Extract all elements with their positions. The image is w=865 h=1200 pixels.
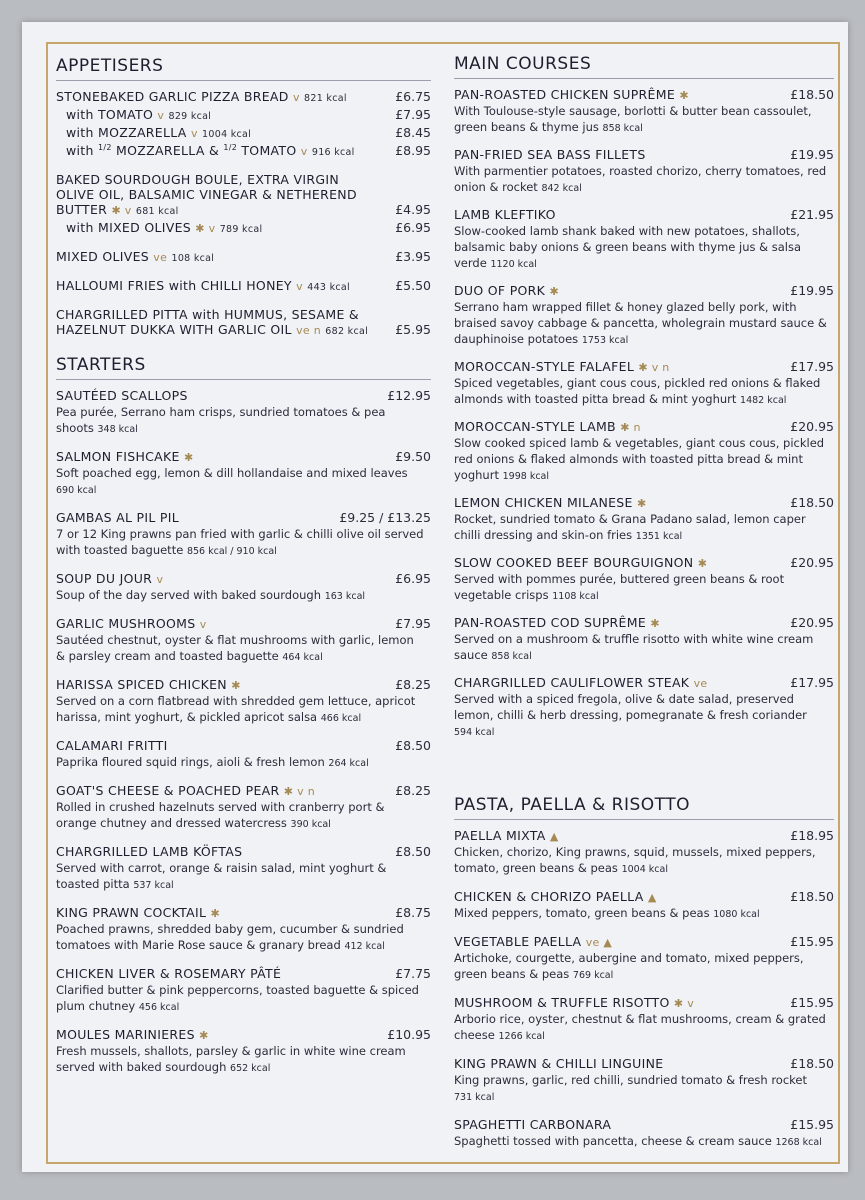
item-price: £18.50: [790, 87, 834, 102]
dietary-mark: ✱ v n: [638, 361, 670, 374]
item-description: Clarified butter & pink peppercorns, toasted baguette & spiced plum chutney: [56, 983, 419, 1014]
menu-item: [454, 555, 834, 605]
menu-item: [56, 738, 431, 772]
item-kcal: 264 kcal: [328, 758, 369, 770]
item-price: £19.95: [790, 147, 834, 162]
dietary-mark: ▲: [647, 891, 657, 904]
item-description: Served with a spiced fregola, olive & date salad, preserved lemon, chilli & herb dressing, pomegranate & fresh coriander: [454, 692, 807, 722]
item-kcal: 443 kcal: [307, 282, 350, 294]
item-name: KING PRAWN COCKTAIL: [56, 905, 207, 921]
item-kcal: 1998 kcal: [502, 471, 550, 482]
menu-item: [56, 125, 431, 140]
item-description: Served with carrot, orange & raisin salad, mint yoghurt & toasted pitta: [56, 861, 387, 892]
menu-item: [56, 1027, 431, 1077]
section-title-pasta: PASTA, PAELLA & RISOTTO: [454, 795, 690, 815]
dietary-mark: ✱: [231, 679, 241, 693]
item-price: £15.95: [790, 1117, 834, 1132]
item-description: Serrano ham wrapped fillet & honey glazed belly pork, with braised savoy cabbage & pancetta, wholegrain mustard sauce & dauphinoise potatoes: [454, 300, 827, 346]
menu-item: [56, 307, 431, 337]
item-name: MOROCCAN-STYLE LAMB: [454, 419, 616, 434]
item-price: £8.25: [395, 677, 431, 693]
item-name: PAELLA MIXTA: [454, 828, 546, 843]
menu-item: [454, 207, 834, 273]
item-name: GOAT'S CHEESE & POACHED PEAR: [56, 783, 280, 799]
item-name: with MOZZARELLA: [66, 125, 187, 140]
item-price: £5.50: [395, 278, 431, 294]
item-kcal: 412 kcal: [344, 941, 385, 953]
item-description: Spiced vegetables, giant cous cous, pickled red onions & flaked almonds with toasted pitta bread & mint yoghurt: [454, 376, 821, 406]
item-price: £17.95: [790, 359, 834, 374]
dietary-mark: ve: [693, 677, 708, 690]
item-name: OLIVE OIL, BALSAMIC VINEGAR & NETHEREND: [56, 187, 357, 203]
section-title-starters: STARTERS: [56, 355, 146, 376]
dietary-mark: ✱ v: [195, 222, 216, 236]
item-description: Slow-cooked lamb shank baked with new potatoes, shallots, balsamic baby onions & green beans with thyme jus & salsa verde: [454, 224, 802, 270]
item-kcal: 731 kcal: [454, 1092, 495, 1103]
item-name: CHARGRILLED LAMB KÖFTAS: [56, 844, 243, 860]
item-description: Sautéed chestnut, oyster & flat mushrooms with garlic, lemon & parsley cream and toasted baguette: [56, 633, 414, 664]
item-description: Soup of the day served with baked sourdough: [56, 588, 322, 603]
item-kcal: 108 kcal: [171, 253, 215, 265]
item-name: CHICKEN LIVER & ROSEMARY PÂTÉ: [56, 966, 282, 982]
item-name: MUSHROOM & TRUFFLE RISOTTO: [454, 995, 670, 1010]
item-kcal: 829 kcal: [168, 111, 212, 122]
dietary-mark: v: [157, 109, 165, 122]
menu-item: [454, 87, 834, 137]
item-price: £9.25 / £13.25: [339, 510, 431, 526]
item-name: SLOW COOKED BEEF BOURGUIGNON: [454, 555, 694, 570]
dietary-mark: ✱: [549, 285, 559, 298]
item-price: £18.50: [790, 1056, 834, 1071]
item-description: King prawns, garlic, red chilli, sundried tomato & fresh rocket: [454, 1073, 808, 1087]
item-name: CHARGRILLED CAULIFLOWER STEAK: [454, 675, 690, 690]
menu-item: [56, 388, 431, 438]
item-name: GARLIC MUSHROOMS: [56, 616, 196, 632]
dietary-mark: ve n: [296, 324, 322, 338]
item-price: £7.95: [395, 616, 431, 632]
item-price: £15.95: [790, 934, 834, 949]
menu-item: [454, 359, 834, 409]
dietary-mark: ve ▲: [585, 936, 613, 949]
section-title-appetisers: APPETISERS: [56, 56, 164, 76]
menu-item: [454, 419, 834, 485]
menu-item: [454, 995, 834, 1045]
item-name: HARISSA SPICED CHICKEN: [56, 677, 227, 693]
fraction: 1/2: [223, 143, 238, 152]
menu-item: [454, 675, 834, 741]
item-price: £18.50: [790, 889, 834, 904]
item-kcal: 1351 kcal: [635, 531, 683, 542]
dietary-mark: v: [292, 91, 300, 104]
menu-item: [56, 172, 431, 217]
menu-item: [454, 495, 834, 545]
item-kcal: 1753 kcal: [581, 335, 629, 346]
item-kcal: 789 kcal: [219, 224, 263, 236]
menu-item: [56, 905, 431, 955]
item-name: HALLOUMI FRIES with CHILLI HONEY: [56, 278, 292, 294]
menu-item: [454, 828, 834, 878]
pasta-list: [454, 828, 834, 1151]
item-name: PAN-ROASTED CHICKEN SUPRÊME: [454, 87, 676, 102]
menu-item: [56, 449, 431, 499]
item-price: £18.50: [790, 495, 834, 510]
dietary-mark: ✱: [210, 907, 221, 921]
item-name: LAMB KLEFTIKO: [454, 207, 556, 222]
item-kcal: 842 kcal: [541, 183, 582, 194]
item-kcal: 652 kcal: [230, 1063, 271, 1075]
item-name: MOZZARELLA &: [111, 143, 224, 159]
item-description: Artichoke, courgette, aubergine and tomato, mixed peppers, green beans & peas: [454, 951, 804, 981]
item-kcal: 1004 kcal: [202, 129, 252, 140]
item-description: Rocket, sundried tomato & Grana Padano salad, lemon caper chilli dressing and skin-on fries: [454, 512, 806, 542]
item-name: BUTTER: [56, 202, 108, 218]
item-kcal: 681 kcal: [135, 206, 179, 218]
item-kcal: 466 kcal: [320, 713, 362, 725]
item-kcal: 856 kcal / 910 kcal: [186, 546, 277, 558]
item-description: Slow cooked spiced lamb & vegetables, giant cous cous, pickled red onions & flaked almonds with toasted pitta bread & mint yoghurt: [454, 436, 825, 482]
menu-item: [56, 966, 431, 1016]
menu-item: [56, 89, 431, 104]
section-divider: [454, 819, 834, 820]
menu-item: [454, 889, 834, 923]
item-description: Spaghetti tossed with pancetta, cheese & cream sauce: [454, 1134, 772, 1148]
section-title-main-courses: MAIN COURSES: [454, 54, 592, 74]
menu-item: [56, 510, 431, 560]
section-divider: [454, 78, 834, 79]
item-description: Pea purée, Serrano ham crisps, sundried tomatoes & pea shoots: [56, 405, 386, 436]
item-kcal: 858 kcal: [602, 123, 643, 134]
menu-card: [22, 22, 848, 1172]
item-price: £20.95: [790, 419, 834, 434]
item-name: TOMATO: [237, 143, 297, 159]
item-description: With Toulouse-style sausage, borlotti & butter bean cassoulet, green beans & thyme jus: [454, 104, 812, 134]
item-price: £8.50: [395, 844, 431, 860]
item-price: £7.75: [395, 966, 431, 982]
menu-item: [56, 844, 431, 894]
item-kcal: 769 kcal: [572, 970, 614, 981]
menu-item: [56, 143, 431, 158]
item-description: Served on a corn flatbread with shredded gem lettuce, apricot harissa, mint yoghurt, & pickled apricot salsa: [56, 694, 416, 725]
item-name: PAN-FRIED SEA BASS FILLETS: [454, 147, 646, 162]
item-name: MOULES MARINIERES: [56, 1027, 195, 1043]
item-description: With parmentier potatoes, roasted chorizo, cherry tomatoes, red onion & rocket: [454, 164, 827, 194]
item-name: KING PRAWN & CHILLI LINGUINE: [454, 1056, 664, 1071]
menu-item: [56, 249, 431, 264]
dietary-mark: ✱: [650, 617, 660, 630]
dietary-mark: ▲: [549, 830, 559, 843]
item-kcal: 1482 kcal: [740, 395, 787, 406]
item-name: LEMON CHICKEN MILANESE: [454, 495, 633, 510]
item-price: £18.95: [790, 828, 834, 843]
item-kcal: 682 kcal: [325, 326, 369, 338]
dietary-mark: ✱ v: [673, 997, 695, 1010]
item-name: DUO OF PORK: [454, 283, 546, 298]
item-kcal: 348 kcal: [97, 424, 138, 436]
fraction: 1/2: [98, 143, 112, 152]
menu-item: [56, 220, 431, 235]
item-description: 7 or 12 King prawns pan fried with garlic & chilli olive oil served with toasted baguette: [56, 527, 424, 558]
item-description: Soft poached egg, lemon & dill hollandaise and mixed leaves: [56, 466, 408, 481]
item-name: with: [66, 143, 98, 159]
dietary-mark: v: [199, 618, 207, 632]
item-kcal: 690 kcal: [56, 485, 97, 497]
item-name: MOROCCAN-STYLE FALAFEL: [454, 359, 635, 374]
item-name: GAMBAS AL PIL PIL: [56, 510, 179, 526]
item-name: with TOMATO: [66, 107, 154, 122]
item-name: CALAMARI FRITTI: [56, 738, 168, 754]
item-name: SALMON FISHCAKE: [56, 449, 180, 465]
item-kcal: 456 kcal: [138, 1002, 180, 1014]
item-price: £8.50: [395, 738, 431, 754]
dietary-mark: ✱: [199, 1029, 209, 1043]
dietary-mark: v: [296, 280, 303, 294]
item-price: £15.95: [790, 995, 834, 1010]
menu-item: [454, 1056, 834, 1106]
menu-item: [454, 283, 834, 349]
dietary-mark: ve: [153, 251, 168, 265]
item-kcal: 163 kcal: [324, 591, 366, 603]
item-price: £6.75: [395, 89, 431, 104]
item-kcal: 1108 kcal: [552, 591, 599, 602]
item-price: £8.95: [395, 143, 431, 159]
item-name: BAKED SOURDOUGH BOULE, EXTRA VIRGIN: [56, 172, 339, 188]
item-price: £3.95: [395, 249, 431, 265]
item-kcal: 1268 kcal: [775, 1137, 822, 1148]
item-price: £6.95: [395, 220, 431, 236]
item-name: MIXED OLIVES: [56, 249, 150, 265]
menu-item: [454, 147, 834, 197]
menu-item: [454, 615, 834, 665]
item-description: Arborio rice, oyster, chestnut & flat mushrooms, cream & grated cheese: [454, 1012, 826, 1042]
item-name: STONEBAKED GARLIC PIZZA BREAD: [56, 89, 289, 104]
dietary-mark: ✱: [184, 451, 194, 465]
item-price: £19.95: [790, 283, 834, 298]
menu-item: [56, 571, 431, 605]
item-price: £9.50: [395, 449, 431, 465]
dietary-mark: ✱: [679, 89, 689, 102]
item-price: £8.75: [395, 905, 431, 921]
item-price: £8.45: [395, 125, 431, 140]
item-kcal: 1080 kcal: [713, 909, 760, 920]
dietary-mark: v: [190, 127, 198, 140]
item-price: £17.95: [790, 675, 834, 690]
item-description: Poached prawns, shredded baby gem, cucumber & sundried tomatoes with Marie Rose sauce & granary bread: [56, 922, 404, 953]
item-description: Served on a mushroom & truffle risotto with white wine cream sauce: [454, 632, 814, 662]
left-column: [56, 48, 431, 1088]
item-name: CHARGRILLED PITTA with HUMMUS, SESAME &: [56, 307, 359, 323]
item-description: Rolled in crushed hazelnuts served with cranberry port & orange chutney and dressed watercress: [56, 800, 385, 831]
item-price: £8.25: [395, 783, 431, 799]
item-description: Fresh mussels, shallots, parsley & garlic in white wine cream served with baked sourdough: [56, 1044, 406, 1075]
menu-item: [454, 1117, 834, 1151]
item-kcal: 594 kcal: [454, 727, 495, 738]
item-kcal: 1266 kcal: [498, 1031, 545, 1042]
item-price: £20.95: [790, 615, 834, 630]
item-name: VEGETABLE PAELLA: [454, 934, 582, 949]
section-divider: [56, 379, 431, 380]
item-kcal: 1120 kcal: [490, 259, 537, 270]
item-price: £4.95: [395, 202, 431, 218]
item-price: £20.95: [790, 555, 834, 570]
item-name: CHICKEN & CHORIZO PAELLA: [454, 889, 644, 904]
item-kcal: 858 kcal: [491, 651, 532, 662]
section-divider: [56, 80, 431, 81]
dietary-mark: v: [300, 145, 308, 159]
menu-item: [56, 616, 431, 666]
dietary-mark: ✱: [697, 557, 708, 570]
menu-item: [56, 677, 431, 727]
item-kcal: 916 kcal: [311, 147, 355, 159]
item-name: SAUTÉED SCALLOPS: [56, 388, 188, 404]
menu-item: [56, 783, 431, 833]
item-kcal: 821 kcal: [304, 93, 347, 104]
dietary-mark: ✱ v: [111, 204, 132, 218]
item-price: £5.95: [395, 322, 431, 338]
menu-item: [56, 278, 431, 293]
item-price: £7.95: [395, 107, 431, 122]
item-kcal: 1004 kcal: [621, 864, 668, 875]
item-description: Served with pommes purée, buttered green beans & root vegetable crisps: [454, 572, 785, 602]
item-price: £10.95: [387, 1027, 431, 1043]
item-description: Paprika floured squid rings, aioli & fresh lemon: [56, 755, 325, 770]
menu-item: [454, 934, 834, 984]
item-kcal: 390 kcal: [290, 819, 331, 831]
main-courses-list: [454, 87, 834, 741]
item-name: PAN-ROASTED COD SUPRÊME: [454, 615, 647, 630]
item-price: £12.95: [387, 388, 431, 404]
dietary-mark: ✱ n: [620, 421, 641, 434]
dietary-mark: ✱ v n: [283, 785, 315, 799]
dietary-mark: v: [156, 573, 164, 587]
item-name: SPAGHETTI CARBONARA: [454, 1117, 612, 1132]
item-name: with MIXED OLIVES: [66, 220, 191, 236]
item-description: Chicken, chorizo, King prawns, squid, mussels, mixed peppers, tomato, green beans & peas: [454, 845, 816, 875]
item-name: SOUP DU JOUR: [56, 571, 153, 587]
dietary-mark: ✱: [637, 497, 647, 510]
item-kcal: 537 kcal: [133, 880, 174, 892]
item-name: HAZELNUT DUKKA WITH GARLIC OIL: [56, 322, 292, 338]
starters-list: [56, 388, 431, 1077]
item-price: £21.95: [790, 207, 834, 222]
item-kcal: 464 kcal: [282, 652, 323, 664]
item-price: £6.95: [395, 571, 431, 587]
item-description: Mixed peppers, tomato, green beans & peas: [454, 906, 710, 920]
menu-item: [56, 107, 431, 122]
right-column: [454, 46, 834, 1162]
